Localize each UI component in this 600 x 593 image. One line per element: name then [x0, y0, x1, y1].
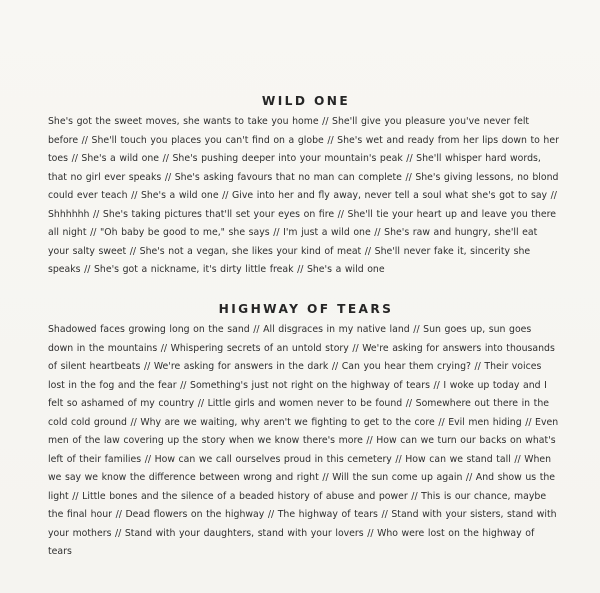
song-highway-of-tears — [48, 302, 560, 562]
song-title: HIGHWAY OF TEARS — [218, 302, 394, 316]
song-lyrics: She's got the sweet moves, she wants to take you home // She'll give you pleasure you've never felt before // She'll touch you places you can't find on a globe // She's wet and ready from her lips down to her toes // She's a wild one // She's pushing deeper into your mountain's peak // She'll whisper hard words, that no girl ever speaks // She's asking favours that no man can complete // She's giving lessons, no blond could ever teach // She's a wild one // Give into her and fly away, never tell a soul what she's got to say // Shhhhhh // She's taking pictures that'll set your eyes on fire // She'll tie your heart up and leave you there all night // "Oh baby be good to me," she says // I'm just a wild one // She's raw and hungry, she'll eat your salty sweet // She's not a vegan, she likes your kind of meat // She'll never fake it, sincerity she speaks // She's got a nickname, it's dirty little freak // She's a wild one — [48, 116, 559, 275]
song-wild-one — [48, 94, 560, 280]
song-title: WILD ONE — [261, 94, 351, 108]
song-lyrics: Shadowed faces growing long on the sand // All disgraces in my native land // Sun goes up, sun goes down in the mountains // Whispering secrets of an untold story // We're asking for answers into thousands of silent heartbeats // We're asking for answers in the dark // Can you hear them crying? // Their voices lost in the fog and the fear // Something's just not right on the highway of tears // I woke up today and I felt so ashamed of my country // Little girls and women never to be found // Somewhere out there in the cold cold ground // Why are we waiting, why aren't we fighting to get to the core // Evil men hiding // Even men of the law covering up the story when we know there's more // How can we turn our backs on what's left of their families // How can we call ourselves proud in this cemetery // How can we stand tall // When we say we know the difference between wrong and right // Will the sun come up again // And show us the light // Little bones and the silence of a beaded history of abuse and power // This is our chance, maybe the final hour // Dead flowers on the highway // The highway of tears // Stand with your sisters, stand with your mothers // Stand with your daughters, stand with your lovers // Who were lost on the highway of tears — [48, 324, 559, 557]
